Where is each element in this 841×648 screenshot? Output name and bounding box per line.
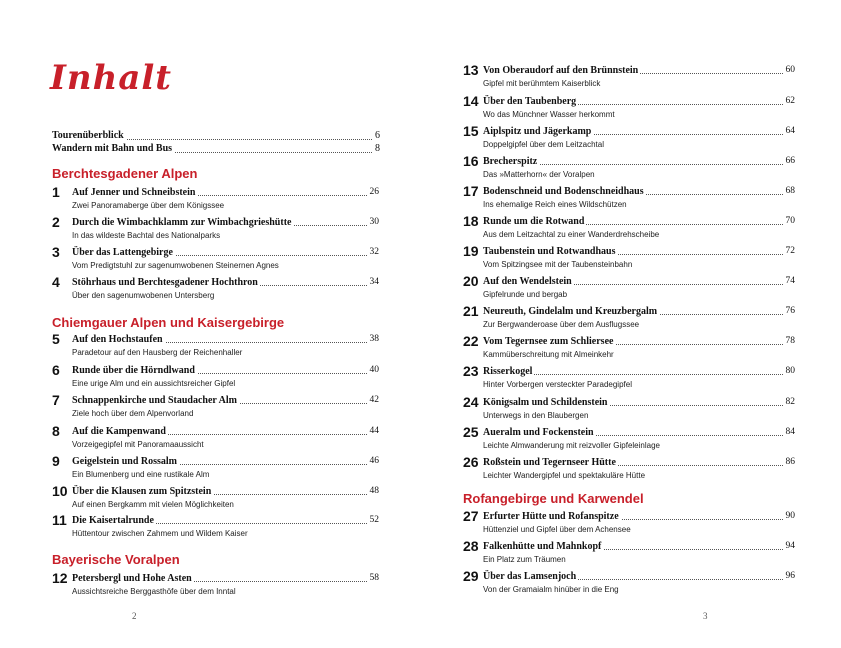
tour-page: 62 — [783, 95, 796, 108]
tour-subtitle: Ins ehemalige Reich eines Wildschützen — [483, 200, 627, 209]
tour-number: 6 — [52, 362, 60, 378]
tour-name: Falkenhütte und Mahnkopf — [483, 541, 602, 552]
tour-subtitle: Ziele hoch über dem Alpenvorland — [72, 409, 194, 418]
tour-name: Von Oberaudorf auf den Brünnstein — [483, 65, 639, 76]
tour-subtitle: Paradetour auf den Hausberg der Reichenhaller — [72, 348, 243, 357]
tour-title-line — [483, 185, 795, 199]
tour-page: 58 — [367, 572, 380, 585]
tour-page: 48 — [367, 485, 380, 498]
tour-subtitle: Gipfel mit berühmtem Kaiserblick — [483, 79, 601, 88]
tour-title-line — [483, 456, 795, 470]
tour-number: 15 — [463, 123, 479, 139]
tour-page: 38 — [367, 333, 380, 346]
tour-title-line — [483, 426, 795, 440]
tour-number: 7 — [52, 392, 60, 408]
page-number-right: 3 — [703, 611, 708, 621]
intro-item[interactable] — [52, 130, 380, 143]
tour-title-line — [483, 396, 795, 410]
tour-page: 70 — [783, 215, 796, 228]
tour-page: 44 — [367, 425, 380, 438]
tour-title-line — [72, 333, 379, 347]
tour-page: 64 — [783, 125, 796, 138]
tour-page: 94 — [783, 540, 796, 553]
tour-page: 78 — [783, 335, 796, 348]
tour-subtitle: Das »Matterhorn« der Voralpen — [483, 170, 595, 179]
tour-subtitle: Leichte Almwanderung mit reizvoller Gipfeleinlage — [483, 441, 660, 450]
tour-subtitle: Unterwegs in den Blaubergen — [483, 411, 589, 420]
intro-page: 8 — [372, 143, 380, 154]
tour-name: Die Kaisertalrunde — [72, 515, 154, 526]
tour-page: 80 — [783, 365, 796, 378]
tour-title-line — [72, 394, 379, 408]
tour-subtitle: Hüttentour zwischen Zahmem und Wildem Kaiser — [72, 529, 248, 538]
tour-page: 42 — [367, 394, 380, 407]
tour-title-line — [483, 245, 795, 259]
tour-number: 29 — [463, 568, 479, 584]
tour-page: 82 — [783, 396, 796, 409]
tour-title-line — [483, 95, 795, 109]
intro-item[interactable] — [52, 143, 380, 156]
tour-number: 19 — [463, 243, 479, 259]
tour-name: Königsalm und Schildenstein — [483, 397, 608, 408]
tour-subtitle: Zwei Panoramaberge über dem Königssee — [72, 201, 225, 210]
tour-title-line — [483, 510, 795, 524]
left-page — [0, 0, 420, 648]
tour-subtitle: Aussichtsreiche Berggasthöfe über dem Inntal — [72, 587, 236, 596]
tour-title-line — [483, 215, 795, 229]
tour-number: 8 — [52, 423, 60, 439]
tour-title-line — [72, 276, 379, 290]
tour-number: 23 — [463, 363, 479, 379]
tour-page: 66 — [783, 155, 796, 168]
tour-name: Bodenschneid und Bodenschneidhaus — [483, 186, 644, 197]
tour-title-line — [72, 216, 379, 230]
tour-number: 4 — [52, 274, 60, 290]
tour-page: 40 — [367, 364, 380, 377]
tour-subtitle: Hüttenziel und Gipfel über dem Achensee — [483, 525, 631, 534]
right-page — [420, 0, 841, 648]
tour-name: Schnappenkirche und Staudacher Alm — [72, 395, 237, 406]
tour-number: 2 — [52, 214, 60, 230]
tour-page: 60 — [783, 64, 796, 77]
tour-number: 24 — [463, 394, 479, 410]
tour-subtitle: Vom Predigtstuhl zur sagenumwobenen Steinernen Agnes — [72, 261, 279, 270]
tour-subtitle: Hinter Vorbergen versteckter Paradegipfel — [483, 380, 632, 389]
tour-title-line — [483, 155, 795, 169]
tour-number: 16 — [463, 153, 479, 169]
tour-title-line — [483, 365, 795, 379]
tour-page: 68 — [783, 185, 796, 198]
tour-subtitle: Vom Spitzingsee mit der Taubensteinbahn — [483, 260, 633, 269]
tour-subtitle: Ein Platz zum Träumen — [483, 555, 566, 564]
intro-page: 6 — [372, 130, 380, 141]
tour-name: Geigelstein und Rossalm — [72, 456, 178, 467]
tour-subtitle: Doppelgipfel über dem Leitzachtal — [483, 140, 604, 149]
tour-title-line — [483, 540, 795, 554]
tour-number: 3 — [52, 244, 60, 260]
tour-title-line — [72, 455, 379, 469]
tour-name: Auf den Hochstaufen — [72, 334, 163, 345]
section-heading-chiemgau: Chiemgauer Alpen und Kaisergebirge — [52, 315, 285, 330]
tour-name: Aiplspitz und Jägerkamp — [483, 126, 592, 137]
tour-number: 12 — [52, 570, 68, 586]
tour-page: 76 — [783, 305, 796, 318]
page-number-left: 2 — [132, 611, 137, 621]
tour-page: 84 — [783, 426, 796, 439]
tour-name: Über die Klausen zum Spitzstein — [72, 486, 212, 497]
tour-subtitle: Wo das Münchner Wasser herkommt — [483, 110, 615, 119]
tour-name: Risserkogel — [483, 366, 533, 377]
tour-number: 27 — [463, 508, 479, 524]
tour-number: 10 — [52, 483, 68, 499]
tour-number: 18 — [463, 213, 479, 229]
tour-title-line — [72, 246, 379, 260]
section-heading-rofan: Rofangebirge und Karwendel — [463, 491, 644, 506]
tour-number: 25 — [463, 424, 479, 440]
tour-page: 72 — [783, 245, 796, 258]
tour-title-line — [483, 335, 795, 349]
tour-number: 20 — [463, 273, 479, 289]
tour-name: Über das Lamsenjoch — [483, 571, 577, 582]
tour-number: 14 — [463, 93, 479, 109]
intro-label: Wandern mit Bahn und Bus — [52, 143, 173, 154]
tour-subtitle: Auf einen Bergkamm mit vielen Möglichkeiten — [72, 500, 234, 509]
tour-name: Über den Taubenberg — [483, 96, 577, 107]
tour-name: Über das Lattengebirge — [72, 247, 173, 258]
tour-subtitle: Leichter Wandergipfel und spektakuläre Hütte — [483, 471, 646, 480]
tour-number: 26 — [463, 454, 479, 470]
tour-number: 1 — [52, 184, 60, 200]
tour-page: 90 — [783, 510, 796, 523]
tour-name: Taubenstein und Rotwandhaus — [483, 246, 616, 257]
tour-page: 96 — [783, 570, 796, 583]
section-heading-voralpen: Bayerische Voralpen — [52, 552, 180, 567]
tour-title-line — [72, 572, 379, 586]
tour-number: 9 — [52, 453, 60, 469]
tour-number: 17 — [463, 183, 479, 199]
tour-subtitle: Vorzeigegipfel mit Panoramaaussicht — [72, 440, 204, 449]
tour-page: 46 — [367, 455, 380, 468]
tour-page: 34 — [367, 276, 380, 289]
tour-number: 21 — [463, 303, 479, 319]
tour-number: 5 — [52, 331, 60, 347]
tour-name: Stöhrhaus und Berchtesgadener Hochthron — [72, 277, 258, 288]
tour-name: Erfurter Hütte und Rofanspitze — [483, 511, 619, 522]
tour-title-line — [72, 514, 379, 528]
intro-list — [52, 130, 380, 156]
tour-name: Auf Jenner und Schneibstein — [72, 187, 196, 198]
page-title: Inhalt — [50, 58, 172, 98]
tour-title-line — [483, 305, 795, 319]
tour-name: Vom Tegernsee zum Schliersee — [483, 336, 614, 347]
tour-name: Auf die Kampenwand — [72, 426, 166, 437]
tour-title-line — [483, 570, 795, 584]
tour-subtitle: Gipfelrunde und bergab — [483, 290, 568, 299]
tour-number: 22 — [463, 333, 479, 349]
tour-subtitle: Eine urige Alm und ein aussichtsreicher Gipfel — [72, 379, 236, 388]
tour-name: Runde über die Hörndlwand — [72, 365, 195, 376]
tour-name: Runde um die Rotwand — [483, 216, 585, 227]
tour-name: Durch die Wimbachklamm zur Wimbachgrieshütte — [72, 217, 292, 228]
tour-number: 13 — [463, 62, 479, 78]
tour-subtitle: Zur Bergwanderoase über dem Ausflugssee — [483, 320, 640, 329]
tour-name: Petersbergl und Hohe Asten — [72, 573, 192, 584]
tour-number: 28 — [463, 538, 479, 554]
tour-subtitle: Aus dem Leitzachtal zu einer Wanderdrehscheibe — [483, 230, 660, 239]
tour-title-line — [72, 364, 379, 378]
tour-title-line — [483, 275, 795, 289]
tour-subtitle: Über den sagenumwobenen Untersberg — [72, 291, 215, 300]
tour-title-line — [72, 425, 379, 439]
tour-number: 11 — [52, 512, 67, 528]
tour-name: Roßstein und Tegernseer Hütte — [483, 457, 616, 468]
tour-page: 26 — [367, 186, 380, 199]
tour-name: Brecherspitz — [483, 156, 538, 167]
tour-title-line — [483, 125, 795, 139]
tour-name: Neureuth, Gindelalm und Kreuzbergalm — [483, 306, 658, 317]
tour-title-line — [72, 186, 379, 200]
tour-subtitle: Ein Blumenberg und eine rustikale Alm — [72, 470, 210, 479]
tour-page: 32 — [367, 246, 380, 259]
tour-title-line — [72, 485, 379, 499]
intro-label: Tourenüberblick — [52, 130, 124, 141]
tour-subtitle: Kammüberschreitung mit Almeinkehr — [483, 350, 614, 359]
tour-subtitle: In das wildeste Bachtal des Nationalparks — [72, 231, 221, 240]
tour-name: Auf den Wendelstein — [483, 276, 572, 287]
tour-page: 52 — [367, 514, 380, 527]
tour-subtitle: Von der Gramaialm hinüber in die Eng — [483, 585, 619, 594]
tour-title-line — [483, 64, 795, 78]
tour-page: 86 — [783, 456, 796, 469]
tour-page: 74 — [783, 275, 796, 288]
section-heading-berchtesgaden: Berchtesgadener Alpen — [52, 166, 198, 181]
tour-name: Aueralm und Fockenstein — [483, 427, 594, 438]
tour-page: 30 — [367, 216, 380, 229]
